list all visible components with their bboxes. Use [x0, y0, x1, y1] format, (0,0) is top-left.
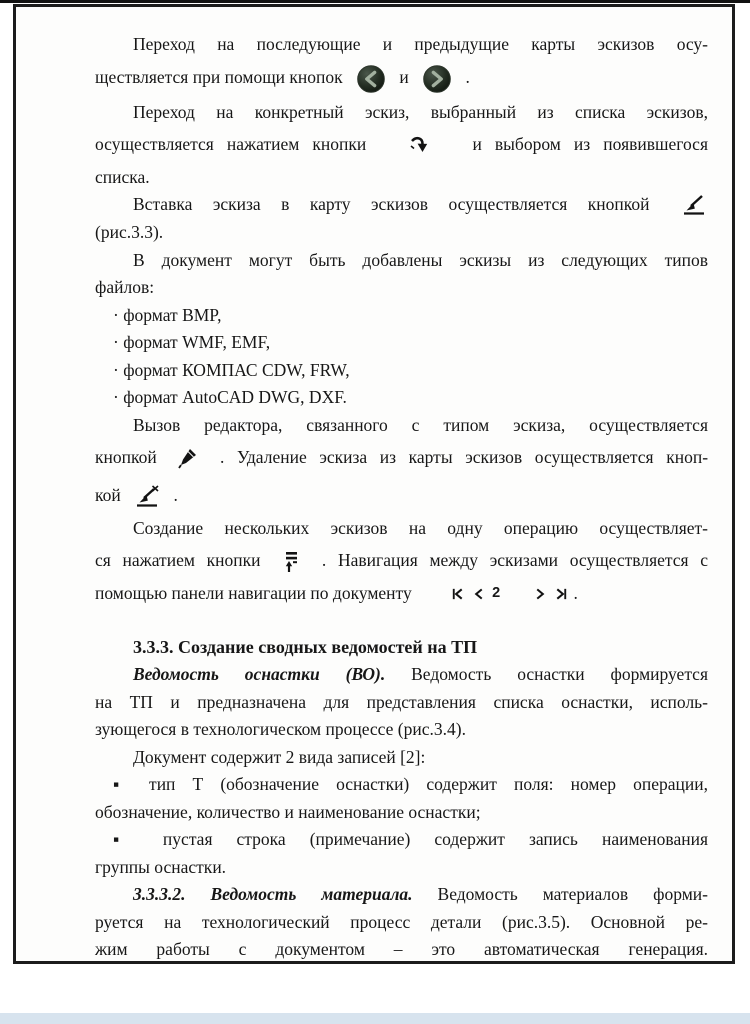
- paragraph-line-with-icon: [95, 439, 708, 477]
- paragraph-line: [95, 716, 708, 744]
- paragraph-line: [95, 909, 708, 937]
- body-text: обозначение, количество и наименование оснастки;: [95, 801, 481, 822]
- body-text: на ТП и предназначена для представления списка оснастки, исполь-: [95, 691, 708, 712]
- heading-text: 3.3.3. Создание сводных ведомостей на ТП: [133, 636, 478, 657]
- body-text: В документ могут быть добавлены эскизы из следующих типов: [133, 249, 708, 270]
- body-text: списка.: [95, 166, 150, 187]
- paragraph-line: [95, 247, 708, 275]
- paragraph-line: [95, 274, 708, 302]
- add-multiple-sketches-button-icon: [280, 550, 302, 574]
- body-text: Документ содержит 2 вида записей [2]:: [133, 746, 426, 767]
- body-text: Переход на конкретный эскиз, выбранный из списка эскизов,: [133, 101, 708, 122]
- list-item-text: · формат AutoCAD DWG, DXF.: [113, 387, 347, 408]
- scan-bottom-bar: [0, 1013, 750, 1024]
- nav-prev-sketch-icon: [472, 586, 485, 602]
- page-frame: [13, 4, 735, 964]
- body-text: файлов:: [95, 277, 155, 298]
- paragraph-line: [95, 412, 708, 440]
- paragraph-line: [95, 689, 708, 717]
- paragraph-line-with-icon: [95, 191, 708, 219]
- list-item-text: · формат КОМПАС CDW, FRW,: [113, 359, 350, 380]
- body-text: Ведомость материалов форми-: [437, 884, 708, 905]
- body-text: . Навигация между эскизами осуществляется с: [321, 550, 709, 571]
- record-type-list-item: [95, 826, 708, 854]
- document-navigation-panel: [450, 580, 569, 608]
- body-text: Создание нескольких эскизов на одну операцию осуществляет-: [133, 517, 708, 538]
- body-text: Вызов редактора, связанного с типом эскиза, осуществляется: [133, 414, 708, 435]
- paragraph-line-with-icon: [95, 126, 708, 164]
- section-heading: [95, 634, 708, 662]
- list-item-text: ▪ пустая строка (примечание) содержит запись наименования: [113, 829, 708, 850]
- format-list-item: [95, 357, 708, 385]
- format-list-item: [95, 384, 708, 412]
- page-text-content: [95, 31, 708, 964]
- body-text: ся нажатием кнопки: [95, 550, 261, 571]
- delete-sketch-button-icon: [133, 484, 161, 510]
- nav-last-sketch-icon: [554, 586, 569, 602]
- subsection-lead-text: Ведомость оснастки (ВО).: [133, 664, 386, 685]
- paragraph-line: [95, 936, 708, 964]
- insert-sketch-button-icon: [680, 193, 708, 219]
- body-text: Переход на последующие и предыдущие карты эскизов осу-: [133, 34, 708, 54]
- body-text: и выбором из появившегося: [472, 134, 708, 154]
- body-text: жим работы с документом – это автоматическая генерация.: [95, 939, 708, 960]
- format-list-item: [95, 302, 708, 330]
- nav-next-sketch-icon: [534, 586, 547, 602]
- paragraph-line: [95, 515, 708, 543]
- paragraph-line-with-buttons: [95, 59, 708, 99]
- paragraph-line: [95, 744, 708, 772]
- body-text: кой: [95, 484, 121, 505]
- list-item-text: · формат BMP,: [113, 304, 222, 325]
- edit-sketch-button-icon: [177, 447, 199, 471]
- paragraph-line-with-nav-panel: [95, 580, 708, 608]
- body-text: осуществляется нажатием кнопки: [95, 134, 367, 154]
- body-text: кнопкой: [95, 447, 157, 468]
- paragraph-line: [95, 99, 708, 127]
- subsection-lead-text: 3.3.3.2. Ведомость материала.: [133, 884, 413, 905]
- body-text: ществляется при помощи кнопок: [95, 66, 343, 87]
- prev-sketch-button-icon: [356, 64, 386, 94]
- body-text: Ведомость оснастки формируется: [411, 664, 709, 685]
- paragraph-line: [95, 164, 708, 192]
- body-text: (рис.3.3).: [95, 222, 164, 243]
- body-text: помощью панели навигации по документу: [95, 582, 412, 603]
- format-list-item: [95, 329, 708, 357]
- body-text: руется на технологический процесс детали (рис.3.5). Основной ре-: [95, 911, 708, 932]
- record-type-list-item: [95, 771, 708, 799]
- paragraph-line: [95, 219, 708, 247]
- paragraph-line-with-icon: [95, 542, 708, 580]
- body-text: группы оснастки.: [95, 856, 227, 877]
- nav-first-sketch-icon: [450, 586, 465, 602]
- body-text: зующегося в технологическом процессе (рис.3.4).: [95, 719, 466, 740]
- body-text: .: [573, 582, 578, 603]
- paragraph-line: [95, 799, 708, 827]
- scan-top-edge: [0, 0, 750, 3]
- body-text: .: [465, 66, 470, 87]
- list-item-text: · формат WMF, EMF,: [113, 332, 271, 353]
- paragraph-line: [95, 854, 708, 882]
- paragraph-line: [95, 881, 708, 909]
- body-text: и: [399, 66, 409, 87]
- list-item-text: ▪ тип Т (обозначение оснастки) содержит поля: номер операции,: [113, 774, 708, 795]
- body-text: .: [173, 484, 178, 505]
- paragraph-line: [95, 661, 708, 689]
- select-sketch-button-icon: [407, 133, 431, 159]
- body-text: Вставка эскиза в карту эскизов осуществляется кнопкой: [133, 194, 650, 215]
- next-sketch-button-icon: [422, 64, 452, 94]
- body-text: . Удаление эскиза из карты эскизов осуществляется кноп-: [219, 447, 709, 468]
- paragraph-line: [95, 31, 708, 59]
- nav-page-number: 2: [492, 585, 501, 602]
- paragraph-line-with-icon: [95, 477, 708, 515]
